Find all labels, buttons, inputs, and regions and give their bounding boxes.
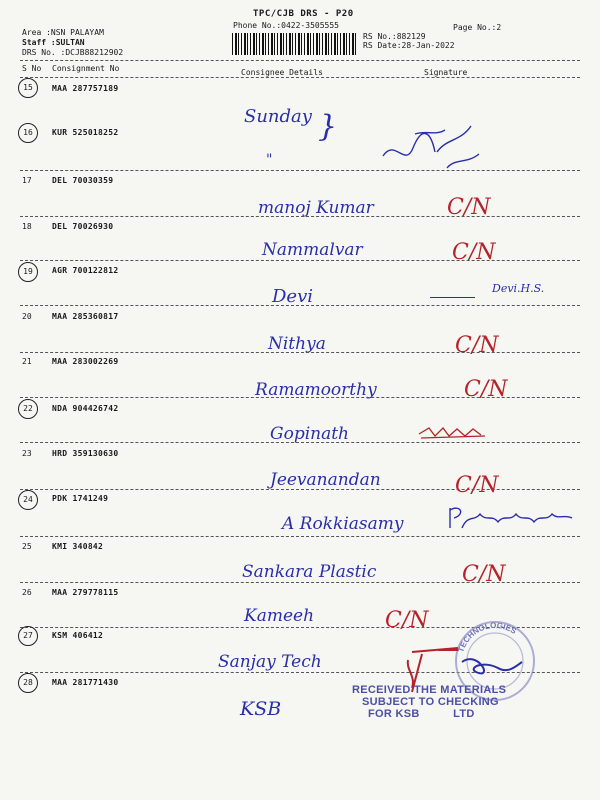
signature-scribble [444,500,579,536]
consignment-number: MAA 285360817 [52,312,119,321]
consignee-handwriting: A Rokkiasamy [282,514,404,534]
row-divider [20,216,580,217]
consignment-number: KMI 340842 [52,542,104,551]
columns-divider [20,77,580,78]
consignee-handwriting: Sankara Plastic [242,562,377,582]
page-number: Page No.:2 [453,23,502,32]
serial-number: 19 [18,262,38,282]
rs-number: RS No.:882129 [363,32,426,41]
serial-number: 21 [22,357,32,366]
consignment-number: MAA 283002269 [52,357,119,366]
row-divider [20,397,580,398]
brace-mark: } [318,109,338,144]
serial-number: 17 [22,176,32,185]
consignment-number: HRD 359130630 [52,449,119,458]
consignee-handwriting: Sunday [244,106,312,127]
consignee-handwriting: Kameeh [244,606,315,626]
serial-number: 23 [22,449,32,458]
column-signature: Signature [424,68,468,77]
consignment-number: NDA 904426742 [52,404,119,413]
row-divider [20,536,580,537]
signature-scribble [415,422,490,444]
consignment-number: PDK 1741249 [52,494,109,503]
consignment-number: DEL 70030359 [52,176,114,185]
serial-number: 25 [22,542,32,551]
serial-number: 20 [22,312,32,321]
area-label: Area :NSN PALAYAM [22,28,104,37]
consignee-handwriting: manoj Kumar [258,198,374,218]
signature-cn: C/N [447,195,491,220]
row-divider [20,442,580,443]
column-consignee: Consignee Details [241,68,323,77]
serial-number: 24 [18,490,38,510]
consignee-handwriting: Gopinath [270,424,349,444]
consignment-number: MAA 287757189 [52,84,119,93]
consignment-number: MAA 279778115 [52,588,119,597]
stamp-line-2: SUBJECT TO CHECKING [362,696,499,708]
serial-number: 16 [18,123,38,143]
row-divider [20,170,580,171]
serial-number: 26 [22,588,32,597]
consignment-number: MAA 281771430 [52,678,119,687]
signature-cn: C/N [452,240,496,265]
signature-handwriting: Devi.H.S. [492,282,545,295]
document-title: TPC/CJB DRS - P20 [253,9,354,19]
seal-text: TECHNOLOGIES [456,620,519,654]
staff-label: Staff :SULTAN [22,38,85,47]
serial-number: 28 [18,673,38,693]
stamp-line-3: FOR KSB LTD [368,708,475,720]
signature-cn: C/N [455,473,499,498]
barcode [232,33,357,55]
ditto-mark: " [266,152,273,168]
column-consignment: Consignment No [52,64,120,73]
serial-number: 18 [22,222,32,231]
header-divider [20,60,580,61]
consignee-handwriting: KSB [240,698,282,720]
serial-number: 15 [18,78,38,98]
row-divider [20,352,580,353]
stamp-line-1: RECEIVED THE MATERIALS [352,684,507,696]
consignee-handwriting: Ramamoorthy [255,380,377,400]
signature-cn: C/N [464,377,508,402]
column-sno: S No [22,64,42,73]
consignment-number: KUR 525018252 [52,128,119,137]
consignee-handwriting: Jeevanandan [270,470,381,490]
consignee-handwriting: Nammalvar [262,240,363,260]
consignment-number: AGR 700122812 [52,266,119,275]
signature-cn: C/N [462,562,506,587]
consignment-number: DEL 70026930 [52,222,114,231]
drs-number: DRS No. :DCJB88212902 [22,48,124,57]
serial-number: 22 [18,399,38,419]
row-divider [20,260,580,261]
signature-dash [430,297,475,298]
row-divider [20,305,580,306]
consignee-handwriting: Devi [272,286,314,307]
signature-cn: C/N [385,608,429,633]
phone-number: Phone No.:0422-3505555 [233,21,339,30]
row-divider [20,489,580,490]
consignee-handwriting: Sanjay Tech [218,652,322,672]
consignee-handwriting: Nithya [268,334,326,354]
row-divider [20,582,580,583]
signature-cn: C/N [455,333,499,358]
signature-scribble [375,108,485,178]
consignment-number: KSM 406412 [52,631,104,640]
serial-number: 27 [18,626,38,646]
rs-date: RS Date:28-Jan-2022 [363,41,455,50]
